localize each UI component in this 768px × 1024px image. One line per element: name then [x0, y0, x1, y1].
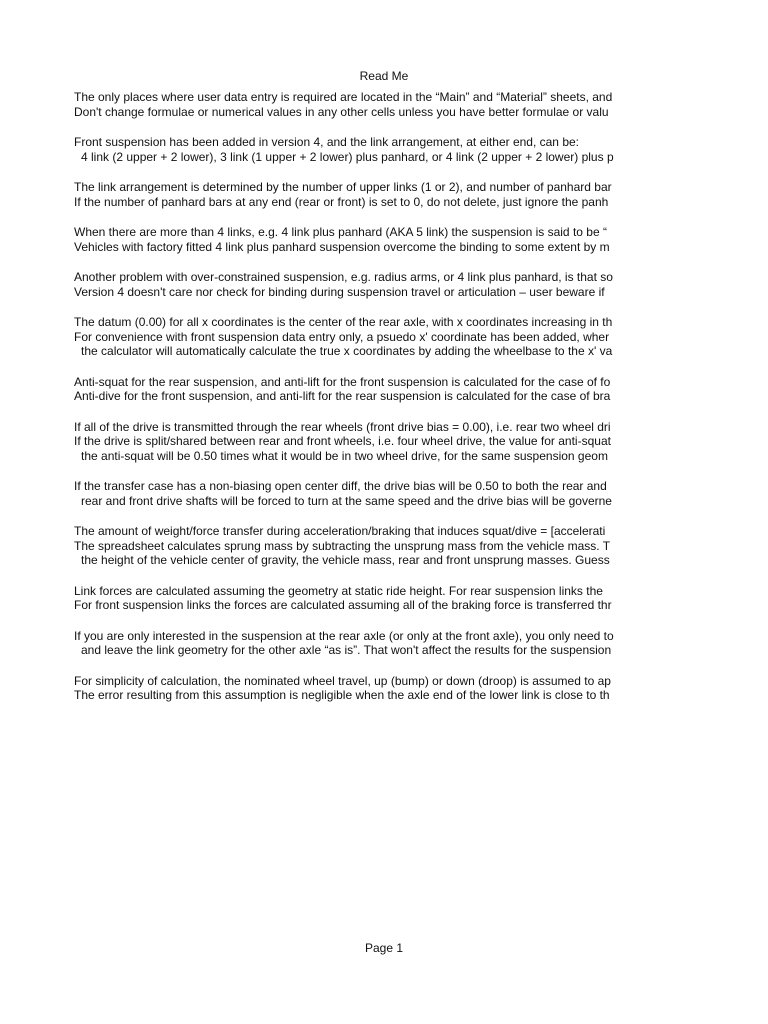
paragraph — [74, 584, 768, 613]
text-line: the height of the vehicle center of gravity, the vehicle mass, rear and front unsprung masses. Guess — [81, 553, 610, 567]
text-line: The only places where user data entry is required are located in the “Main” and “Material” sheets, and — [74, 90, 613, 104]
text-line: Link forces are calculated assuming the geometry at static ride height. For rear suspension links the — [74, 583, 603, 598]
text-line: Another problem with over-constrained suspension, e.g. radius arms, or 4 link plus panhard, is that so — [74, 270, 613, 284]
text-line: If the number of panhard bars at any end (rear or front) is set to 0, do not delete, just ignore the panh — [74, 194, 609, 209]
paragraph — [74, 674, 768, 703]
text-line: For front suspension links the forces are calculated assuming all of the braking force is transferred thr — [74, 598, 612, 612]
document-body — [74, 90, 768, 719]
page-title: Read Me — [359, 69, 409, 83]
text-line: rear and front drive shafts will be forced to turn at the same speed and the drive bias will be governe — [81, 493, 612, 508]
text-line: The datum (0.00) for all x coordinates is the center of the rear axle, with x coordinates increasing in th — [74, 315, 613, 329]
paragraph — [74, 420, 768, 464]
paragraph — [74, 180, 768, 209]
text-line: For convenience with front suspension data entry only, a psuedo x' coordinate has been added, wher — [74, 329, 610, 344]
text-line: and leave the link geometry for the other axle “as is”. That won't affect the results for the suspension — [81, 643, 612, 657]
text-line: The amount of weight/force transfer during acceleration/braking that induces squat/dive = [accelerati — [74, 524, 606, 538]
text-line: If the transfer case has a non-biasing open center diff, the drive bias will be 0.50 to both the rear and — [74, 479, 607, 493]
text-line: For simplicity of calculation, the nominated wheel travel, up (bump) or down (droop) is assumed to ap — [74, 673, 611, 688]
text-line: Version 4 doesn't care nor check for binding during suspension travel or articulation – user beware if — [74, 284, 605, 299]
page-footer: Page 1 — [364, 941, 404, 955]
paragraph — [74, 90, 768, 119]
text-line: Vehicles with factory fitted 4 link plus panhard suspension overcome the binding to some extent by m — [74, 239, 610, 254]
text-line: 4 link (2 upper + 2 lower), 3 link (1 upper + 2 lower) plus panhard, or 4 link (2 upper + 2 lower) plus p — [81, 149, 614, 164]
paragraph — [74, 479, 768, 508]
text-line: the anti-squat will be 0.50 times what it would be in two wheel drive, for the same suspension geom — [81, 448, 608, 463]
paragraph — [74, 524, 768, 568]
paragraph — [74, 375, 768, 404]
paragraph — [74, 629, 768, 658]
text-line: The spreadsheet calculates sprung mass by subtracting the unsprung mass from the vehicle mass. T — [74, 538, 611, 553]
paragraph — [74, 315, 768, 359]
text-line: the calculator will automatically calculate the true x coordinates by adding the wheelbase to the x' va — [81, 344, 613, 358]
text-line: Anti-dive for the front suspension, and anti-lift for the rear suspension is calculated for the case of bra — [74, 389, 611, 403]
paragraph — [74, 225, 768, 254]
paragraph — [74, 270, 768, 299]
text-line: If all of the drive is transmitted through the rear wheels (front drive bias = 0.00), i.e. rear two wheel dri — [74, 419, 611, 434]
text-line: Don't change formulae or numerical values in any other cells unless you have better formulae or valu — [74, 104, 609, 119]
paragraph — [74, 135, 768, 164]
text-line: The link arrangement is determined by the number of upper links (1 or 2), and number of panhard bar — [74, 180, 612, 194]
text-line: The error resulting from this assumption is negligible when the axle end of the lower link is close to th — [74, 688, 610, 702]
text-line: If the drive is split/shared between rear and front wheels, i.e. four wheel drive, the value for anti-squat — [74, 434, 611, 448]
text-line: If you are only interested in the suspension at the rear axle (or only at the front axle), you only need to — [74, 628, 614, 643]
text-line: Front suspension has been added in version 4, and the link arrangement, at either end, can be: — [74, 135, 579, 149]
text-line: Anti-squat for the rear suspension, and anti-lift for the front suspension is calculated for the case of fo — [74, 374, 611, 389]
text-line: When there are more than 4 links, e.g. 4 link plus panhard (AKA 5 link) the suspension is said to be “ — [74, 225, 607, 239]
